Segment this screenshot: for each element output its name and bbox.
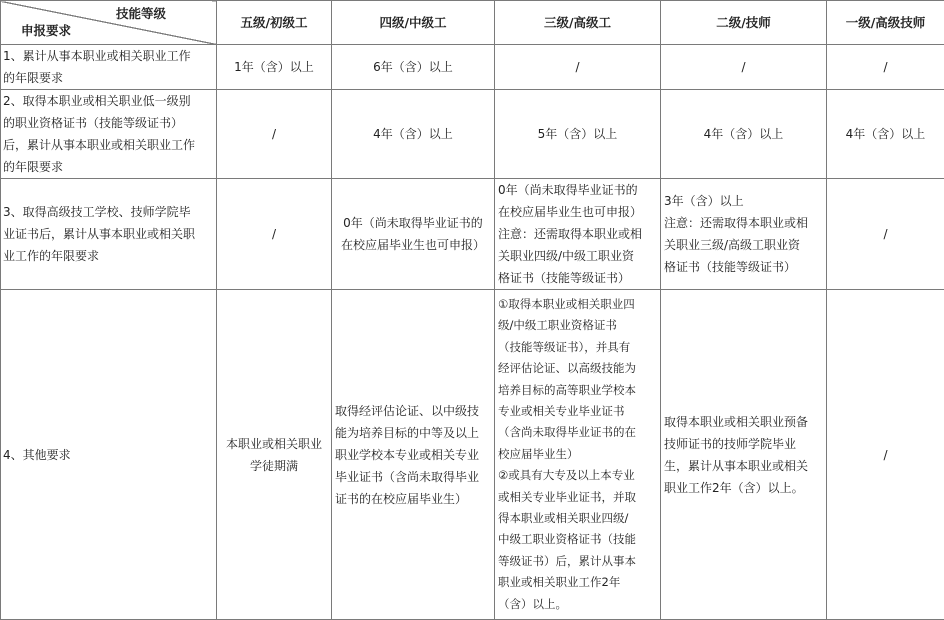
- corner-bottom-label: 申报要求: [21, 20, 71, 42]
- table-cell: 3年（含）以上 注意：还需取得本职业或相 关职业三级/高级工职业资 格证书（技能等级证书）: [661, 179, 827, 290]
- table-cell: /: [495, 45, 661, 90]
- level-header-5: 五级/初级工: [217, 1, 332, 45]
- table-cell: 5年（含）以上: [495, 90, 661, 179]
- table-row: [1, 90, 944, 179]
- table-cell: 取得经评估论证、以中级技 能为培养目标的中等及以上 职业学校本专业或相关专业 毕业证书（含尚未取得毕业 证书的在校应届毕业生）: [332, 290, 495, 620]
- table-row: [1, 290, 944, 620]
- table-cell: /: [217, 179, 332, 290]
- requirement-label: 3、取得高级技工学校、技师学院毕 业证书后，累计从事本职业或相关职 业工作的年限要求: [1, 179, 217, 290]
- table-cell: 4年（含）以上: [661, 90, 827, 179]
- table-row: [1, 45, 944, 90]
- requirement-label: 2、取得本职业或相关职业低一级别 的职业资格证书（技能等级证书） 后，累计从事本职业或相关职业工作 的年限要求: [1, 90, 217, 179]
- corner-header: [1, 1, 217, 45]
- table-cell: ①取得本职业或相关职业四 级/中级工职业资格证书 （技能等级证书），并具有 经评估论证、以高级技能为 培养目标的高等职业学校本 专业或相关专业毕业证书 （含尚未取得毕业证书的在 校应届毕业生） ②或具有大专及以上本专业 或相关专业毕业证书，并取 得本职业或相关职业四级/ 中级工职业资格证书（技能 等级证书）后，累计从事本 职业或相关职业工作2年 （含）以上。: [495, 290, 661, 620]
- table-cell: /: [661, 45, 827, 90]
- table-cell: /: [827, 179, 944, 290]
- level-header-1: 一级/高级技师: [827, 1, 944, 45]
- level-header-2: 二级/技师: [661, 1, 827, 45]
- requirement-label: 4、其他要求: [1, 290, 217, 620]
- level-header-4: 四级/中级工: [332, 1, 495, 45]
- requirement-label: 1、累计从事本职业或相关职业工作 的年限要求: [1, 45, 217, 90]
- table-row: [1, 179, 944, 290]
- table-cell: 6年（含）以上: [332, 45, 495, 90]
- table-cell: /: [217, 90, 332, 179]
- table-cell: 本职业或相关职业 学徒期满: [217, 290, 332, 620]
- corner-top-label: 技能等级: [116, 3, 166, 25]
- table-cell: 0年（尚未取得毕业证书的 在校应届毕业生也可申报） 注意：还需取得本职业或相 关职业四级/中级工职业资 格证书（技能等级证书）: [495, 179, 661, 290]
- table-cell: 0年（尚未取得毕业证书的 在校应届毕业生也可申报）: [332, 179, 495, 290]
- table-cell: /: [827, 45, 944, 90]
- header-row: [1, 1, 944, 45]
- table-cell: /: [827, 290, 944, 620]
- table-cell: 4年（含）以上: [332, 90, 495, 179]
- level-header-3: 三级/高级工: [495, 1, 661, 45]
- table-cell: 1年（含）以上: [217, 45, 332, 90]
- table-cell: 4年（含）以上: [827, 90, 944, 179]
- table-cell: 取得本职业或相关职业预备 技师证书的技师学院毕业 生，累计从事本职业或相关 职业工作2年（含）以上。: [661, 290, 827, 620]
